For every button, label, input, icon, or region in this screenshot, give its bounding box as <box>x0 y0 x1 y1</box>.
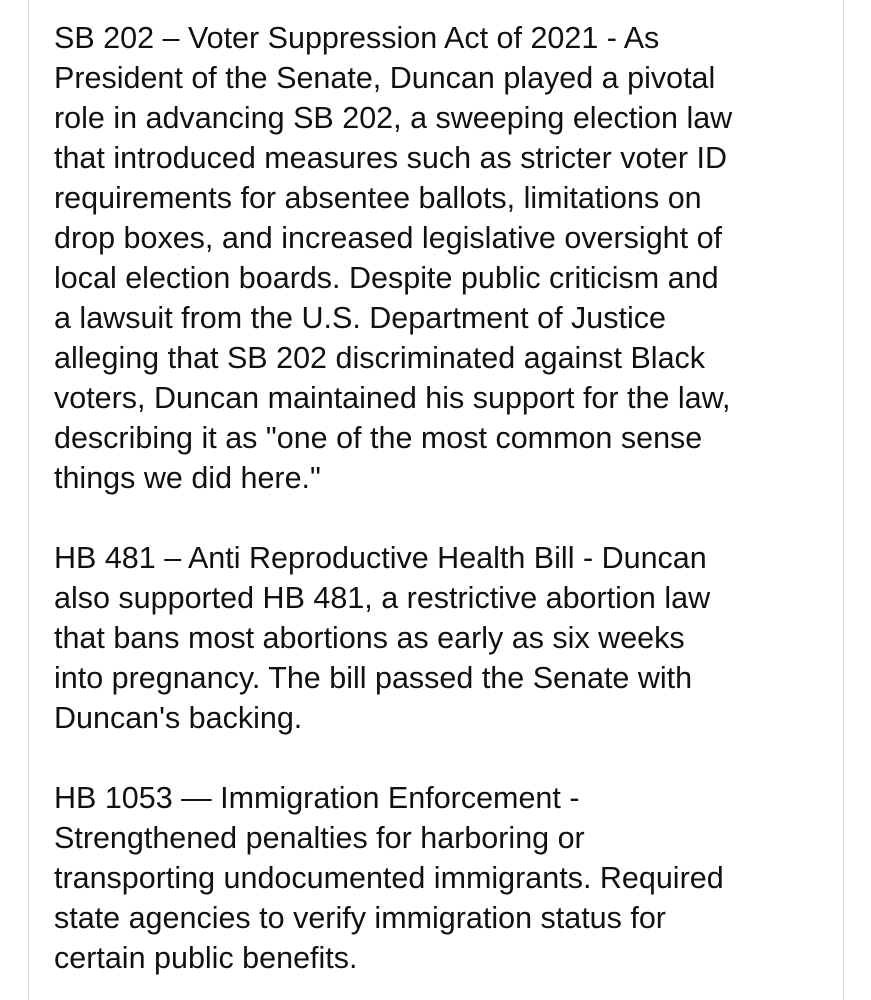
paragraph-hb-1053: HB 1053 — Immigration Enforcement - Strengthened penalties for harboring or transporting undocumented immigrants. Required state agencies to verify immigration status for certain public benefits. <box>54 781 724 975</box>
right-divider <box>843 0 844 1000</box>
paragraph-hb-481: HB 481 – Anti Reproductive Health Bill - Duncan also supported HB 481, a restrictive abortion law that bans most abortions as early as six weeks into pregnancy. The bill passed the Senate with Duncan's backing. <box>54 541 711 735</box>
left-divider <box>28 0 29 1000</box>
note-body[interactable] <box>54 18 829 978</box>
paragraph-sb-202: SB 202 – Voter Suppression Act of 2021 - As President of the Senate, Duncan played a pivotal role in advancing SB 202, a sweeping election law that introduced measures such as stricter voter ID requirements for absentee ballots, limitations on drop boxes, and increased legislative oversight of local election boards. Despite public criticism and a lawsuit from the U.S. Department of Justice alleging that SB 202 discriminated against Black voters, Duncan maintained his support for the law, describing it as "one of the most common sense things we did here." <box>54 21 733 495</box>
